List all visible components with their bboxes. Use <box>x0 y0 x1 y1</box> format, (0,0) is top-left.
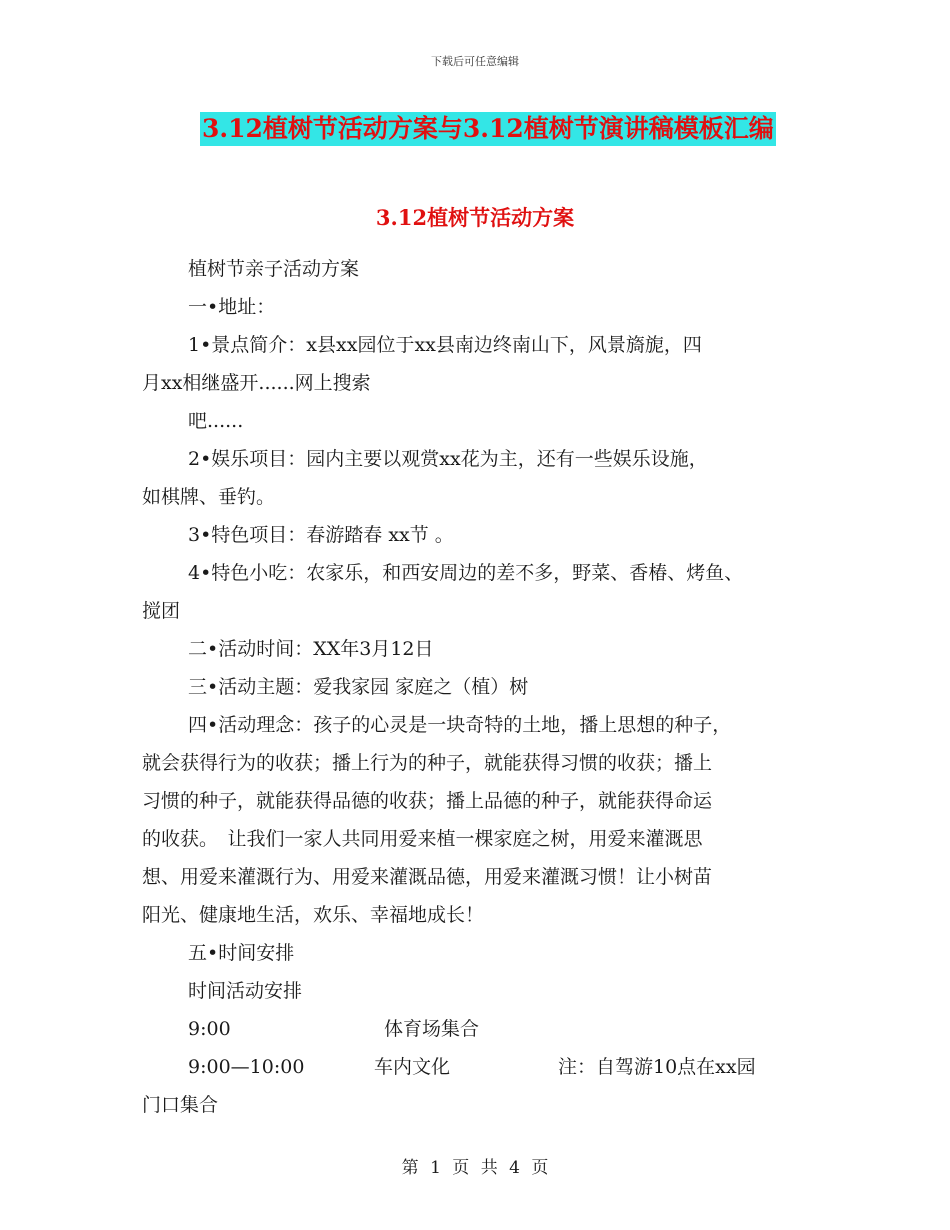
body-line: 的收获。 让我们一家人共同用爱来植一棵家庭之树，用爱来灌溉思 <box>142 828 703 850</box>
body-line: 1•景点简介：x县xx园位于xx县南边终南山下，风景旖旎，四 <box>188 334 702 356</box>
document-body <box>142 250 822 1124</box>
section-title: 3.12植树节活动方案 <box>375 205 575 230</box>
schedule-row <box>142 1010 822 1048</box>
body-line: 想、用爱来灌溉行为、用爱来灌溉品德，用爱来灌溉习惯！让小树苗 <box>142 866 713 888</box>
body-line: 阳光、健康地生活，欢乐、幸福地成长！ <box>142 904 485 926</box>
schedule-row <box>142 1048 822 1086</box>
body-line: 月xx相继盛开......网上搜索 <box>142 372 371 394</box>
body-line: 植树节亲子活动方案 <box>188 258 360 280</box>
header-note: 下载后可任意编辑 <box>431 55 519 68</box>
body-line: 二•活动时间：XX年3月12日 <box>188 638 434 660</box>
body-line: 门口集合 <box>142 1094 219 1116</box>
schedule-activity: 体育场集合 <box>384 1018 480 1040</box>
body-line: 五•时间安排 <box>188 942 295 964</box>
schedule-activity: 车内文化 <box>374 1056 451 1078</box>
schedule-time: 9:00 <box>188 1018 231 1040</box>
schedule-note: 注：自驾游10点在xx园 <box>558 1056 756 1078</box>
body-line: 吧...... <box>188 410 244 432</box>
document-title: 3.12植树节活动方案与3.12植树节演讲稿模板汇编 <box>200 112 776 146</box>
body-line: 4•特色小吃：农家乐，和西安周边的差不多，野菜、香椿、烤鱼、 <box>188 562 744 584</box>
body-line: 3•特色项目：春游踏春 xx节 。 <box>188 524 454 546</box>
body-line: 搅团 <box>142 600 181 622</box>
body-line: 三•活动主题：爱我家园 家庭之（植）树 <box>188 676 529 698</box>
body-line: 就会获得行为的收获；播上行为的种子，就能获得习惯的收获；播上 <box>142 752 713 774</box>
body-line: 四•活动理念：孩子的心灵是一块奇特的土地，播上思想的种子， <box>188 714 732 736</box>
body-line: 习惯的种子，就能获得品德的收获；播上品德的种子，就能获得命运 <box>142 790 713 812</box>
body-line: 一•地址： <box>188 296 276 318</box>
schedule-time: 9:00—10:00 <box>188 1056 305 1078</box>
body-line: 如棋牌、垂钓。 <box>142 486 276 508</box>
body-line: 2•娱乐项目：园内主要以观赏xx花为主，还有一些娱乐设施， <box>188 448 708 470</box>
page-footer: 第 1 页 共 4 页 <box>401 1158 549 1178</box>
body-line: 时间活动安排 <box>188 980 303 1002</box>
